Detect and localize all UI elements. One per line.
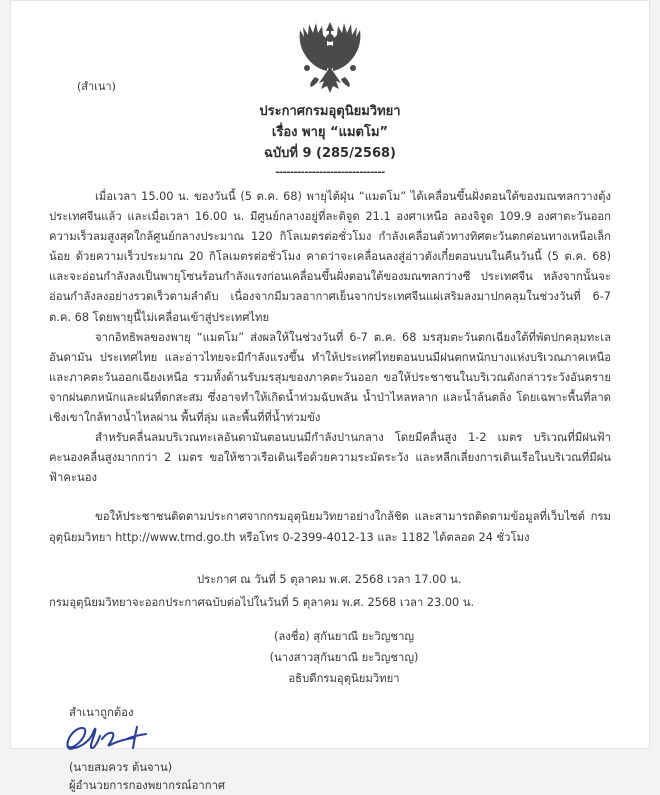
doc-issue-number: ฉบับที่ 9 (285/2568) xyxy=(264,146,396,161)
next-issue-line: กรมอุตุนิยมวิทยาจะออกประกาศฉบับต่อไปในวันที่ 5 ตุลาคม พ.ศ. 2568 เวลา 23.00 น. xyxy=(49,596,475,610)
document-body xyxy=(49,187,611,548)
signer-position: อธิบดีกรมอุตุนิยมวิทยา xyxy=(288,671,400,685)
date-block xyxy=(49,568,611,615)
certifier-position: ผู้อำนวยการกองพยากรณ์อากาศ xyxy=(69,778,226,792)
body-paragraph-impact: จากอิทธิพลของพายุ “แมตโม” ส่งผลให้ในช่วงวันที่ 6-7 ต.ค. 68 มรสุมตะวันตกเฉียงใต้ที่พัดปกคลุมทะเลอันดามัน ประเทศไทย และอ่าวไทยจะมีกำลังแรงขึ้น ทำให้ประเทศไทยตอนบนมีฝนตกหนักบางแห่งบริเวณภาคเหนือ และภาคตะวันออกเฉียงเหนือ รวมทั้งด้านรับมรสุมของภาคตะวันออก ขอให้ประชาชนในบริเวณดังกล่าวระวังอันตรายจากฝนตกหนักและฝนที่ตกสะสม ซึ่งอาจทำให้เกิดน้ำท่วมฉับพลัน น้ำป่าไหลหลาก และน้ำล้นตลิ่ง โดยเฉพาะพื้นที่ลาดเชิงเขาใกล้ทางน้ำไหลผ่าน พื้นที่ลุ่ม และพื้นที่ที่น้ำท่วมขัง xyxy=(49,330,611,425)
copy-label: (สำเนา) xyxy=(77,80,116,93)
doc-subject: เรื่อง พายุ “แมตโม” xyxy=(271,125,389,140)
document-page xyxy=(10,0,650,792)
issued-date-line: ประกาศ ณ วันที่ 5 ตุลาคม พ.ศ. 2568 เวลา 17.00 น. xyxy=(197,572,462,586)
signer-name: (นางสาวสุกันยาณี ยะวิญชาญ) xyxy=(269,650,419,664)
body-paragraph-sea-waves: สำหรับคลื่นลมบริเวณทะเลอันดามันตอนบนมีกำลังปานกลาง โดยมีคลื่นสูง 1-2 เมตร บริเวณที่มีฝนฟ้าคะนองคลื่นสูงมากกว่า 2 เมตร ขอให้ชาวเรือเดินเรือด้วยความระมัดระวัง และหลีกเลี่ยงการเดินเรือในบริเวณที่มีฝนฟ้าคะนอง xyxy=(49,431,611,485)
dashed-separator: ------------------------------ xyxy=(275,167,385,178)
copy-certified-label: สำเนาถูกต้อง xyxy=(69,705,134,719)
garuda-emblem xyxy=(291,21,369,95)
copy-certification-block xyxy=(69,704,649,795)
title-block xyxy=(11,101,649,179)
doc-title: ประกาศกรมอุตุนิยมวิทยา xyxy=(259,104,401,119)
signature-block xyxy=(25,627,660,690)
body-paragraph-storm-status: เมื่อเวลา 15.00 น. ของวันนี้ (5 ต.ค. 68) พายุไต้ฝุ่น “แมตโม” ได้เคลื่อนขึ้นฝั่งตอนใต้ของมณฑลกวางตุ้ง ประเทศจีนแล้ว และเมื่อเวลา 16.00 น. มีศูนย์กลางอยู่ที่ละติจูด 21.1 องศาเหนือ ลองจิจูด 109.9 องศาตะวันออก ความเร็วลมสูงสุดใกล้ศูนย์กลางประมาณ 120 กิโลเมตรต่อชั่วโมง กำลังเคลื่อนตัวทางทิศตะวันตกค่อนทางเหนือเล็กน้อย ด้วยความเร็วประมาณ 20 กิโลเมตรต่อชั่วโมง คาดว่าจะเคลื่อนลงสู่อ่าวตังเกี๋ยตอนบนในคืนวันนี้ (5 ต.ค. 68) และจะอ่อนกำลังลงเป็นพายุโซนร้อนกำลังแรงก่อนเคลื่อนขึ้นฝั่งตอนใต้ของมณฑลกว่างซี ประเทศจีน หลังจากนั้นจะอ่อนกำลังลงอย่างรวดเร็วตามลำดับ เนื่องจากมีมวลอากาศเย็นจากประเทศจีนแผ่เสริมลงมาปกคลุมในช่วงวันที่ 6-7 ต.ค. 68 โดยพายุนี้ไม่เคลื่อนเข้าสู่ประเทศไทย xyxy=(49,190,611,324)
signed-line: (ลงชื่อ) สุกันยาณี ยะวิญชาญ xyxy=(273,630,415,644)
handwritten-signature-icon xyxy=(61,723,153,757)
body-paragraph-contact: ขอให้ประชาชนติดตามประกาศจากกรมอุตุนิยมวิทยาอย่างใกล้ชิด และสามารถติดตามข้อมูลที่เว็บไซต์ กรมอุตุนิยมวิทยา http://www.tmd.go.th หรือโทร 0-2399-4012-13 และ 1182 ได้ตลอด 24 ชั่วโมง xyxy=(49,510,611,544)
certifier-name: (นายสมควร ต้นจาน) xyxy=(69,760,173,774)
